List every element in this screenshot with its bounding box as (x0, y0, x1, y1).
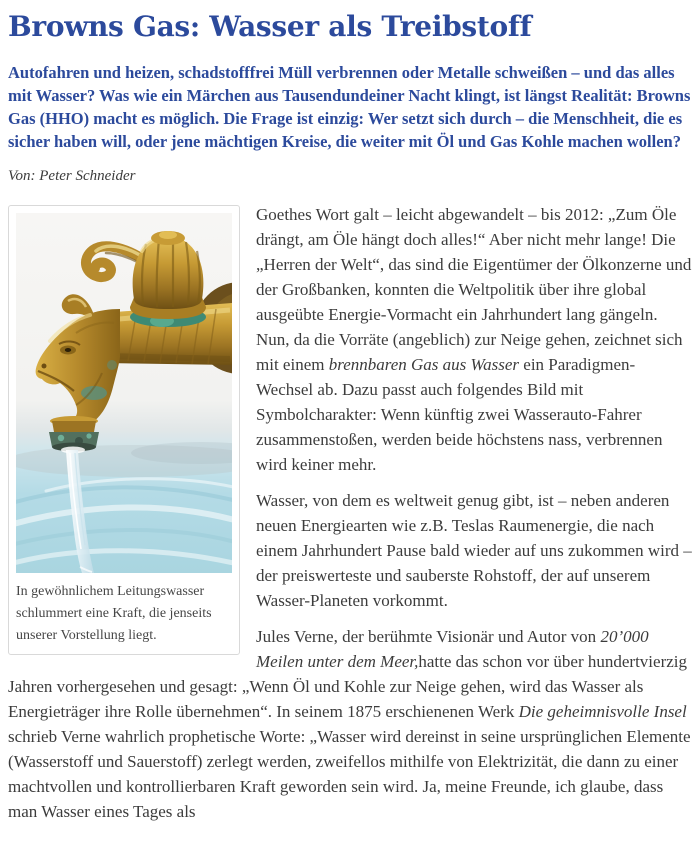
emphasis-brennbares-gas: brennbaren Gas aus Wasser (328, 355, 520, 374)
article-byline: Von: Peter Schneider (8, 168, 136, 184)
article-body (8, 202, 692, 824)
body-paragraph-2: Wasser, von dem es weltweit genug gibt, ist – neben anderen neuen Energiearten wie z.B. Teslas Raumenergie, die nach einem Jahrhundert Pause bald wieder auf uns zukommen wird – der preiswerteste und sauberste Rohstoff, der auf unserem Wasser-Planeten vorkommt. (256, 491, 692, 610)
article-title: Browns Gas: Wasser als Treibstoff (8, 10, 532, 43)
faucet-photo (16, 213, 232, 573)
book-title-20000-meilen: 20’000 Meilen unter dem Meer, (256, 627, 649, 671)
article-figure (8, 205, 240, 655)
paragraph-text: ein Paradigmen-Wechsel ab. Dazu passt auch folgendes Bild mit Symbolcharakter: Wenn künftig zwei Wasserauto-Fahrer zusammenstoßen, werden beide höchstens nass, verbrennen wird keiner mehr. (256, 355, 663, 474)
paragraph-text: hatte das schon vor über hundertvierzig Jahren vorhergesehen und gesagt: „Wenn Öl und Kohle zur Neige gehen, wird das Wasser als Energieträger ihre Rolle übernehmen“. In seinem 1875 erschienenen Werk (8, 652, 687, 721)
book-title-geheimnisvolle-insel: Die geheimnisvolle Insel (518, 702, 687, 721)
paragraph-text: Jules Verne, der berühmte Visionär und Autor von (256, 627, 601, 646)
article-lead: Autofahren und heizen, schadstofffrei Müll verbrennen oder Metalle schweißen – und das alles mit Wasser? Was wie ein Märchen aus Tausendundeiner Nacht klingt, ist längst Realität: Browns Gas (HHO) macht es möglich. Die Frage ist einzig: Wer setzt sich durch – die Menschheit, die es sicher haben will, oder jene mächtigen Kreise, die weiter mit Öl und Gas Kohle machen wollen? (8, 63, 691, 151)
figure-caption: In gewöhnlichem Leitungswasser schlummert eine Kraft, die jenseits unserer Vorstellung liegt. (16, 584, 212, 643)
paragraph-text: schrieb Verne wahrlich prophetische Worte: „Wasser wird dereinst in seine ursprünglichen Elemente (Wasserstoff und Sauerstoff) zerlegt werden, zweifellos mithilfe von Elektrizität, die dann zu einer machtvollen und kontrollierbaren Kraft geworden sein wird. Ja, meine Freunde, ich glaube, dass man Wasser eines Tages als (8, 727, 691, 821)
paragraph-text: Goethes Wort galt – leicht abgewandelt – bis 2012: „Zum Öle drängt, am Öle hängt doch alles!“ Aber nicht mehr lange! Die „Herren der Welt“, das sind die Eigentümer der Ölkonzerne und der Großbanken, konnten die Weltpolitik über ihre global ausgeübte Energie-Vormacht ein Jahrhundert lang gängeln. Nun, da die Vorräte (angeblich) zur Neige gehen, zeichnet sich mit einem (256, 205, 692, 374)
